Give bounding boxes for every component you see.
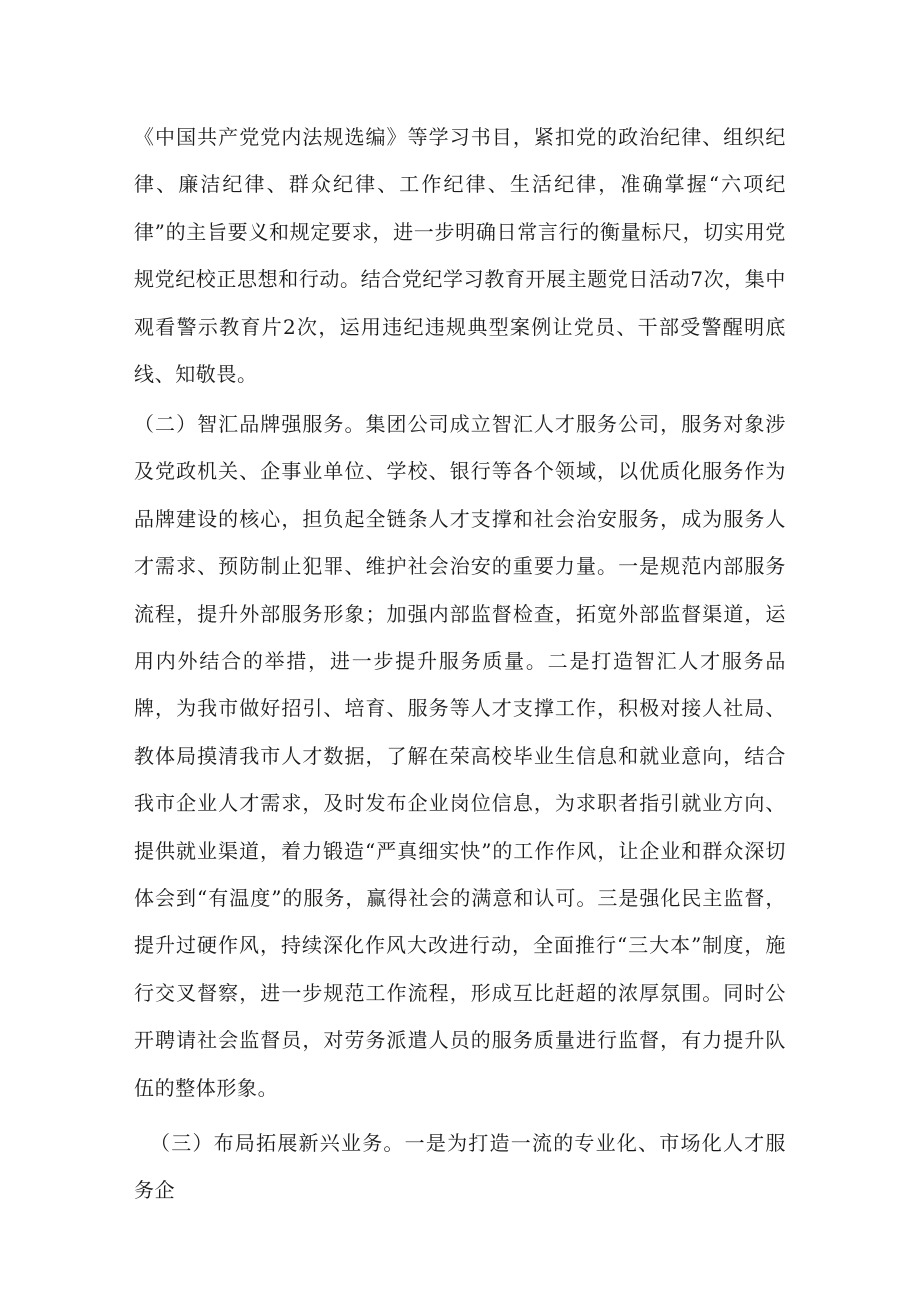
paragraph-new-business: （三）布局拓展新兴业务。一是为打造一流的专业化、市场化人才服务企	[134, 1131, 786, 1203]
paragraph-discipline-study: 《中国共产党党内法规选编》等学习书目，紧扣党的政治纪律、组织纪律、廉洁纪律、群众纪律、工作纪律、生活纪律，准确掌握“六项纪律”的主旨要义和规定要求，进一步明确日常言行的衡量标尺，切实用党规党纪校正思想和行动。结合党纪学习教育开展主题党日活动7次，集中观看警示教育片2次，运用违纪违规典型案例让党员、干部受警醒明底线、知敬畏。	[134, 125, 786, 387]
paragraph-brand-service: （二）智汇品牌强服务。集团公司成立智汇人才服务公司，服务对象涉及党政机关、企事业单位、学校、银行等各个领域，以优质化服务作为品牌建设的核心，担负起全链条人才支撑和社会治安服务，成为服务人才需求、预防制止犯罪、维护社会治安的重要力量。一是规范内部服务流程，提升外部服务形象；加强内部监督检查，拓宽外部监督渠道，运用内外结合的举措，进一步提升服务质量。二是打造智汇人才服务品牌，为我市做好招引、培育、服务等人才支撑工作，积极对接人社局、教体局摸清我市人才数据，了解在荣高校毕业生信息和就业意向，结合我市企业人才需求，及时发布企业岗位信息，为求职者指引就业方向、提供就业渠道，着力锻造“严真细实快”的工作作风，让企业和群众深切体会到“有温度”的服务，赢得社会的满意和认可。三是强化民主监督，提升过硬作风，持续深化作风大改进行动，全面推行“三大本”制度，施行交叉督察，进一步规范工作流程，形成互比赶超的浓厚氛围。同时公开聘请社会监督员，对劳务派遣人员的服务质量进行监督，有力提升队伍的整体形象。	[134, 412, 786, 1100]
